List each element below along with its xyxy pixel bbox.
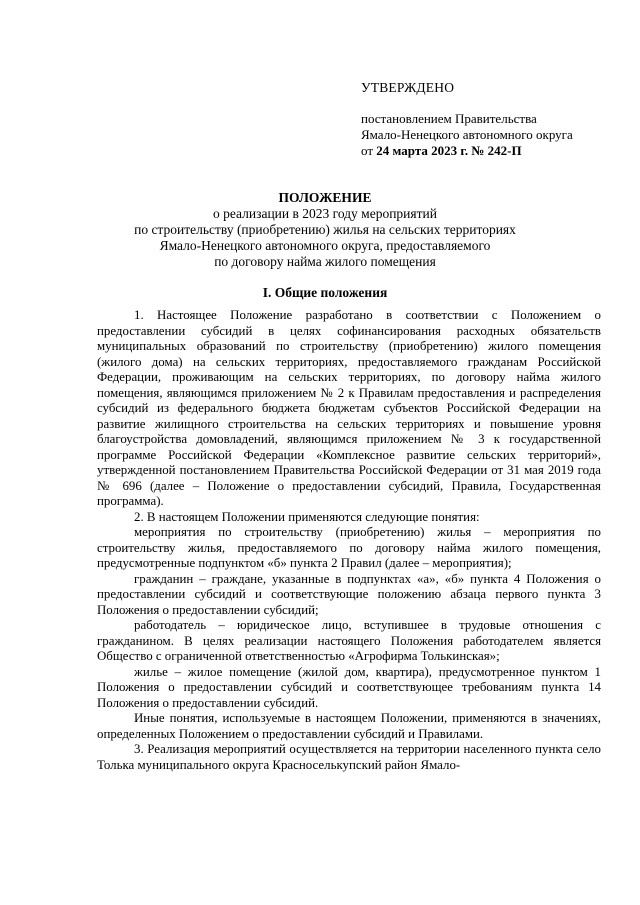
approval-date bbox=[361, 143, 621, 159]
paragraph: работодатель – юридическое лицо, вступившее в трудовые отношения с гражданином. В целях реализации настоящего Положения работодателем является Общество с ограниченной ответственностью «Агрофирма Толькинская»; bbox=[97, 618, 601, 663]
paragraph: гражданин – граждане, указанные в подпунктах «а», «б» пункта 4 Положения о предоставлении субсидий и соответствующие положению абзаца первого пункта 3 Положения о предоставлении субсидий; bbox=[97, 571, 601, 617]
approval-date-value: 24 марта 2023 г. № 242-П bbox=[376, 143, 522, 158]
approval-line-2: Ямало-Ненецкого автономного округа bbox=[361, 127, 573, 142]
document-title bbox=[80, 190, 570, 270]
title-line-3: Ямало-Ненецкого автономного округа, предоставляемого bbox=[159, 238, 491, 253]
approval-block bbox=[361, 80, 621, 159]
title-line-4: по договору найма жилого помещения bbox=[214, 254, 436, 269]
paragraph: мероприятия по строительству (приобретению) жилья – мероприятия по строительству жилья, предоставляемого по договору найма жилого помещения, предусмотренные подпунктом «б» пункта 2 Правил (далее – мероприятия); bbox=[97, 525, 601, 570]
paragraph: Иные понятия, используемые в настоящем Положении, применяются в значениях, определенных Положением о предоставлении субсидий и Правилами. bbox=[97, 711, 601, 741]
title-line-1: о реализации в 2023 году мероприятий bbox=[213, 206, 437, 221]
paragraph: 3. Реализация мероприятий осуществляется на территории населенного пункта село Толька муниципального округа Красноселькупский район Ямало- bbox=[97, 742, 601, 772]
title-line-2: по строительству (приобретению) жилья на сельских территориях bbox=[134, 222, 516, 237]
approval-line-1: постановлением Правительства bbox=[361, 111, 537, 126]
paragraph: 1. Настоящее Положение разработано в соответствии с Положением о предоставлении субсидий в целях софинансирования расходных обязательств муниципальных образований по строительству (приобретению) жилого помещения (жилого дома) на сельских территориях, предоставляемого гражданам Российской Федерации, проживающим на сельских территориях, по договору найма жилого помещения, являющимся приложением № 2 к Правилам предоставления и распределения субсидий из федерального бюджета бюджетам субъектов Российской Федерации на развитие жилищного строительства на сельских территориях и повышение уровня благоустройства домовладений, являющимся приложением № 3 к государственной программе Российской Федерации «Комплексное развитие сельских территорий», утвержденной постановлением Правительства Российской Федерации от 31 мая 2019 года № 696 (далее – Положение о предоставлении субсидий, Правила, Государственная программа). bbox=[97, 308, 601, 508]
approval-heading: УТВЕРЖДЕНО bbox=[361, 80, 455, 95]
section-heading: I. Общие положения bbox=[262, 285, 388, 300]
paragraph: жилье – жилое помещение (жилой дом, квартира), предусмотренное пунктом 1 Положения о предоставлении субсидий и соответствующее требованиям пункта 14 Положения о предоставлении субсидий. bbox=[97, 664, 601, 710]
paragraph: 2. В настоящем Положении применяются следующие понятия: bbox=[134, 509, 480, 524]
title-main: ПОЛОЖЕНИЕ bbox=[278, 190, 372, 205]
document-body bbox=[97, 308, 601, 773]
approval-date-prefix: от bbox=[361, 143, 374, 158]
